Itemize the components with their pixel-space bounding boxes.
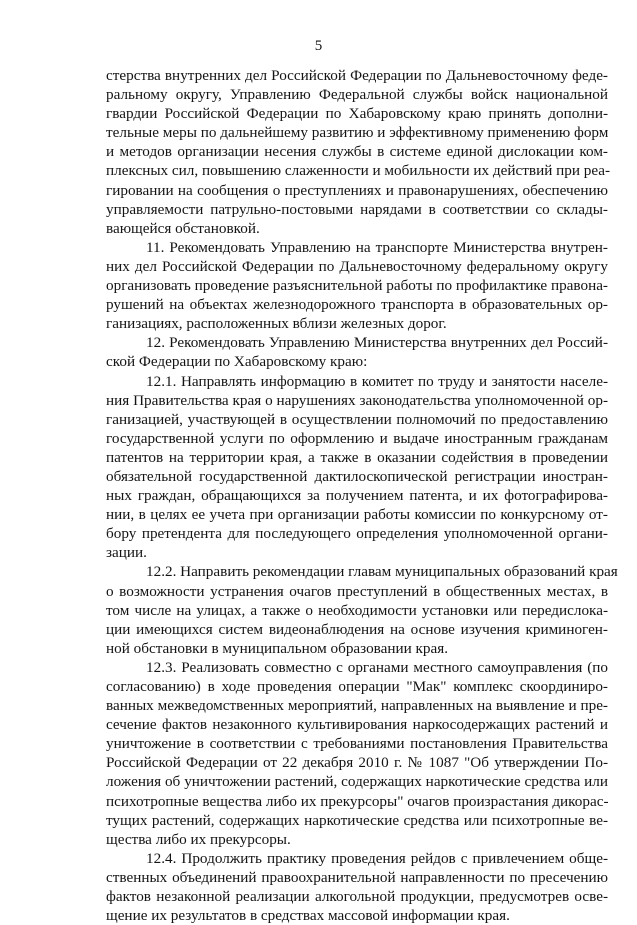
text-line: тущих растений, содержащих наркотические средства или психотропные ве- (106, 811, 608, 829)
text-line: щества либо их прекурсоры. (106, 830, 291, 848)
text-line: управляемости патрульно-постовыми нарядами в соответствии со склады- (106, 200, 608, 218)
text-line: них дел Российской Федерации по Дальневосточному федеральному округу (106, 257, 608, 275)
text-line: ганизацией, участвующей в осуществлении полномочий по предоставлению (106, 410, 608, 428)
text-line: ной обстановки в муниципальном образовании края. (106, 639, 449, 657)
text-line: плексных сил, повышению слаженности и мобильности их действий при реа- (106, 162, 611, 180)
text-line: ванных межведомственных мероприятий, направленных на выявление и пре- (106, 697, 608, 715)
text-line: ложения об уничтожении растений, содержащих наркотические средства или (106, 773, 608, 791)
text-line: 12.1. Направлять информацию в комитет по труду и занятости населе- (146, 372, 608, 390)
text-line: Российской Федерации от 22 декабря 2010 г. № 1087 "Об утверждении По- (106, 754, 608, 772)
paragraph-item-12-2 (106, 562, 618, 657)
text-line: организовать проведение разъяснительной работы по профилактике правона- (106, 277, 608, 295)
text-line: ции имеющихся систем видеонаблюдения на основе изучения криминоген- (106, 620, 608, 638)
text-line: бору претендента для последующего определения уполномоченной органи- (106, 525, 608, 543)
text-line: щение их результатов в средствах массовой информации края. (106, 907, 510, 925)
text-line: сечение фактов незаконного культивирования наркосодержащих растений и (106, 716, 608, 734)
text-line: зации. (106, 544, 147, 562)
page-number: 5 (314, 38, 323, 54)
text-line: ской Федерации по Хабаровскому краю: (106, 353, 368, 371)
text-line: обязательной государственной дактилоскопической регистрации иностран- (106, 467, 608, 485)
text-line: 12.2. Направить рекомендации главам муниципальных образований края (146, 563, 618, 581)
text-line: патентов на территории края, а также в оказании содействия в проведении (106, 448, 608, 466)
text-line: ганизациях, расположенных вблизи железных дорог. (106, 315, 447, 333)
text-line: 12. Рекомендовать Управлению Министерства внутренних дел Россий- (146, 334, 608, 352)
text-line: 12.3. Реализовать совместно с органами местного самоуправления (по (146, 658, 608, 676)
text-line: ственных объединений правоохранительной направленности по пресечению (106, 868, 608, 886)
paragraph-continuation (106, 66, 611, 238)
text-line: психотропные вещества либо их прекурсоры" очагов произрастания дикорас- (106, 792, 609, 810)
text-line: рушений на объектах железнодорожного транспорта в образовательных ор- (106, 296, 608, 314)
paragraph-item-11 (106, 238, 608, 333)
text-line: ральному округу, Управлению Федеральной службы войск национальной (106, 86, 608, 104)
text-line: гвардии Российской Федерации по Хабаровскому краю принять дополни- (106, 105, 608, 123)
text-line: согласованию) в ходе проведения операции "Мак" комплекс скоординиро- (106, 678, 608, 695)
document-body (106, 66, 618, 925)
paragraph-item-12-1 (106, 372, 608, 563)
paragraph-item-12 (106, 333, 608, 371)
text-line: фактов незаконной реализации алкогольной продукции, предусмотрев осве- (106, 888, 608, 906)
text-line: и методов организации несения службы в системе единой дислокации ком- (106, 143, 608, 161)
text-line: гировании на сообщения о преступлениях и правонарушениях, обеспечению (106, 181, 608, 199)
text-line: тельные меры по дальнейшему развитию и эффективному применению форм (106, 124, 609, 142)
paragraph-item-12-3 (106, 658, 608, 849)
text-line: вающейся обстановкой. (106, 219, 260, 237)
text-line: стерства внутренних дел Российской Федерации по Дальневосточному феде- (106, 67, 608, 84)
text-line: уничтожение в соответствии с требованиями постановления Правительства (106, 735, 608, 753)
text-line: том числе на улицах, а также о необходимости установки или передислока- (106, 601, 608, 619)
text-line: 12.4. Продолжить практику проведения рейдов с привлечением обще- (146, 849, 608, 867)
text-line: нии, в целях ее учета при организации работы комиссии по конкурсному от- (106, 506, 608, 524)
paragraph-item-12-4 (106, 849, 608, 925)
text-line: государственной услуги по оформлению и выдаче иностранным гражданам (106, 429, 608, 447)
text-line: 11. Рекомендовать Управлению на транспорте Министерства внутрен- (146, 238, 608, 256)
text-line: о возможности устранения очагов преступлений в общественных местах, в (106, 582, 608, 600)
text-line: ния Правительства края о нарушениях законодательства уполномоченной ор- (106, 391, 608, 409)
text-line: ных граждан, обращающихся за получением патента, и их фотографирова- (106, 487, 608, 505)
